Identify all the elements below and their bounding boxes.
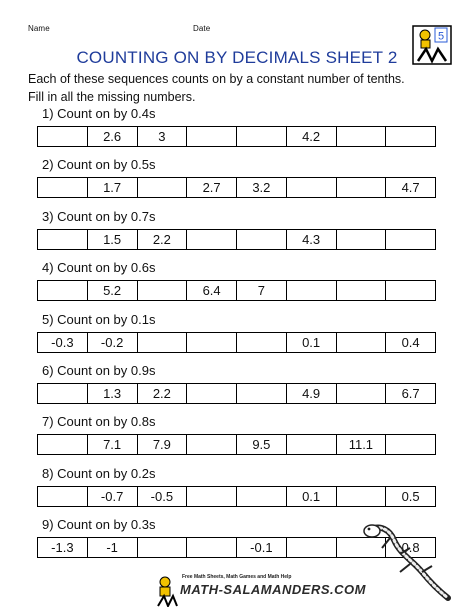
given-number-cell: -0.2 bbox=[88, 333, 138, 352]
problem-label: 1) Count on by 0.4s bbox=[42, 106, 156, 121]
blank-answer-cell[interactable] bbox=[138, 178, 188, 197]
blank-answer-cell[interactable] bbox=[38, 435, 88, 454]
name-label: Name bbox=[28, 24, 50, 33]
sequence-row bbox=[37, 486, 436, 507]
salamander-mascot-icon bbox=[360, 520, 452, 604]
given-number-cell: 3.2 bbox=[237, 178, 287, 197]
blank-answer-cell[interactable] bbox=[237, 384, 287, 403]
sequence-row bbox=[37, 177, 436, 198]
footer-mascot-icon bbox=[155, 575, 179, 607]
problem-label: 2) Count on by 0.5s bbox=[42, 157, 156, 172]
blank-answer-cell[interactable] bbox=[386, 281, 436, 300]
given-number-cell: 1.3 bbox=[88, 384, 138, 403]
given-number-cell: 2.7 bbox=[187, 178, 237, 197]
problem-label: 8) Count on by 0.2s bbox=[42, 466, 156, 481]
given-number-cell: 4.2 bbox=[287, 127, 337, 146]
page-title: COUNTING ON BY DECIMALS SHEET 2 bbox=[76, 48, 398, 67]
blank-answer-cell[interactable] bbox=[138, 333, 188, 352]
blank-answer-cell[interactable] bbox=[386, 127, 436, 146]
blank-answer-cell[interactable] bbox=[337, 281, 387, 300]
blank-answer-cell[interactable] bbox=[337, 230, 387, 249]
given-number-cell: -0.1 bbox=[237, 538, 287, 557]
grade-number: 5 bbox=[437, 30, 445, 43]
blank-answer-cell[interactable] bbox=[237, 230, 287, 249]
blank-answer-cell[interactable] bbox=[38, 230, 88, 249]
problem-label: 7) Count on by 0.8s bbox=[42, 414, 156, 429]
given-number-cell: 7 bbox=[237, 281, 287, 300]
blank-answer-cell[interactable] bbox=[38, 487, 88, 506]
sequence-row bbox=[37, 280, 436, 301]
blank-answer-cell[interactable] bbox=[187, 333, 237, 352]
given-number-cell: 7.1 bbox=[88, 435, 138, 454]
blank-answer-cell[interactable] bbox=[187, 384, 237, 403]
given-number-cell: -1.3 bbox=[38, 538, 88, 557]
given-number-cell: 7.9 bbox=[138, 435, 188, 454]
blank-answer-cell[interactable] bbox=[287, 281, 337, 300]
given-number-cell: 11.1 bbox=[337, 435, 387, 454]
blank-answer-cell[interactable] bbox=[337, 178, 387, 197]
blank-answer-cell[interactable] bbox=[38, 384, 88, 403]
blank-answer-cell[interactable] bbox=[187, 435, 237, 454]
sequence-row bbox=[37, 383, 436, 404]
given-number-cell: -0.3 bbox=[38, 333, 88, 352]
problem-label: 3) Count on by 0.7s bbox=[42, 209, 156, 224]
given-number-cell: 9.5 bbox=[237, 435, 287, 454]
problem-label: 5) Count on by 0.1s bbox=[42, 312, 156, 327]
given-number-cell: 2.6 bbox=[88, 127, 138, 146]
blank-answer-cell[interactable] bbox=[187, 538, 237, 557]
blank-answer-cell[interactable] bbox=[337, 487, 387, 506]
blank-answer-cell[interactable] bbox=[237, 127, 287, 146]
given-number-cell: 5.2 bbox=[88, 281, 138, 300]
given-number-cell: 1.7 bbox=[88, 178, 138, 197]
blank-answer-cell[interactable] bbox=[138, 281, 188, 300]
given-number-cell: 0.1 bbox=[287, 333, 337, 352]
blank-answer-cell[interactable] bbox=[337, 384, 387, 403]
given-number-cell: 6.7 bbox=[386, 384, 436, 403]
footer-brand-logo: MATH-SALAMANDERS.COM bbox=[180, 582, 366, 597]
given-number-cell: 0.8 bbox=[386, 538, 436, 557]
sequence-row bbox=[37, 229, 436, 250]
given-number-cell: -0.7 bbox=[88, 487, 138, 506]
given-number-cell: -1 bbox=[88, 538, 138, 557]
blank-answer-cell[interactable] bbox=[38, 281, 88, 300]
blank-answer-cell[interactable] bbox=[287, 178, 337, 197]
blank-answer-cell[interactable] bbox=[38, 127, 88, 146]
given-number-cell: 0.5 bbox=[386, 487, 436, 506]
instructions bbox=[28, 70, 405, 106]
given-number-cell: 1.5 bbox=[88, 230, 138, 249]
given-number-cell: 2.2 bbox=[138, 384, 188, 403]
instruction-line-2: Fill in all the missing numbers. bbox=[28, 90, 196, 104]
given-number-cell: 3 bbox=[138, 127, 188, 146]
sequence-row bbox=[37, 434, 436, 455]
blank-answer-cell[interactable] bbox=[187, 487, 237, 506]
blank-answer-cell[interactable] bbox=[337, 333, 387, 352]
problem-label: 4) Count on by 0.6s bbox=[42, 260, 156, 275]
problem-label: 9) Count on by 0.3s bbox=[42, 517, 156, 532]
blank-answer-cell[interactable] bbox=[386, 435, 436, 454]
blank-answer-cell[interactable] bbox=[287, 435, 337, 454]
instruction-line-1: Each of these sequences counts on by a constant number of tenths. bbox=[28, 72, 405, 86]
given-number-cell: 4.9 bbox=[287, 384, 337, 403]
given-number-cell: 0.1 bbox=[287, 487, 337, 506]
blank-answer-cell[interactable] bbox=[337, 127, 387, 146]
given-number-cell: 4.7 bbox=[386, 178, 436, 197]
blank-answer-cell[interactable] bbox=[287, 538, 337, 557]
given-number-cell: 6.4 bbox=[187, 281, 237, 300]
footer-tagline: Free Math Sheets, Math Games and Math Help bbox=[182, 574, 292, 580]
blank-answer-cell[interactable] bbox=[386, 230, 436, 249]
blank-answer-cell[interactable] bbox=[138, 538, 188, 557]
blank-answer-cell[interactable] bbox=[187, 127, 237, 146]
blank-answer-cell[interactable] bbox=[38, 178, 88, 197]
given-number-cell: 2.2 bbox=[138, 230, 188, 249]
date-label: Date bbox=[193, 24, 211, 33]
blank-answer-cell[interactable] bbox=[187, 230, 237, 249]
problem-label: 6) Count on by 0.9s bbox=[42, 363, 156, 378]
blank-answer-cell[interactable] bbox=[237, 487, 287, 506]
given-number-cell: -0.5 bbox=[138, 487, 188, 506]
sequence-row bbox=[37, 126, 436, 147]
given-number-cell: 4.3 bbox=[287, 230, 337, 249]
sequence-row bbox=[37, 332, 436, 353]
blank-answer-cell[interactable] bbox=[237, 333, 287, 352]
header-fields bbox=[28, 24, 211, 33]
given-number-cell: 0.4 bbox=[386, 333, 436, 352]
